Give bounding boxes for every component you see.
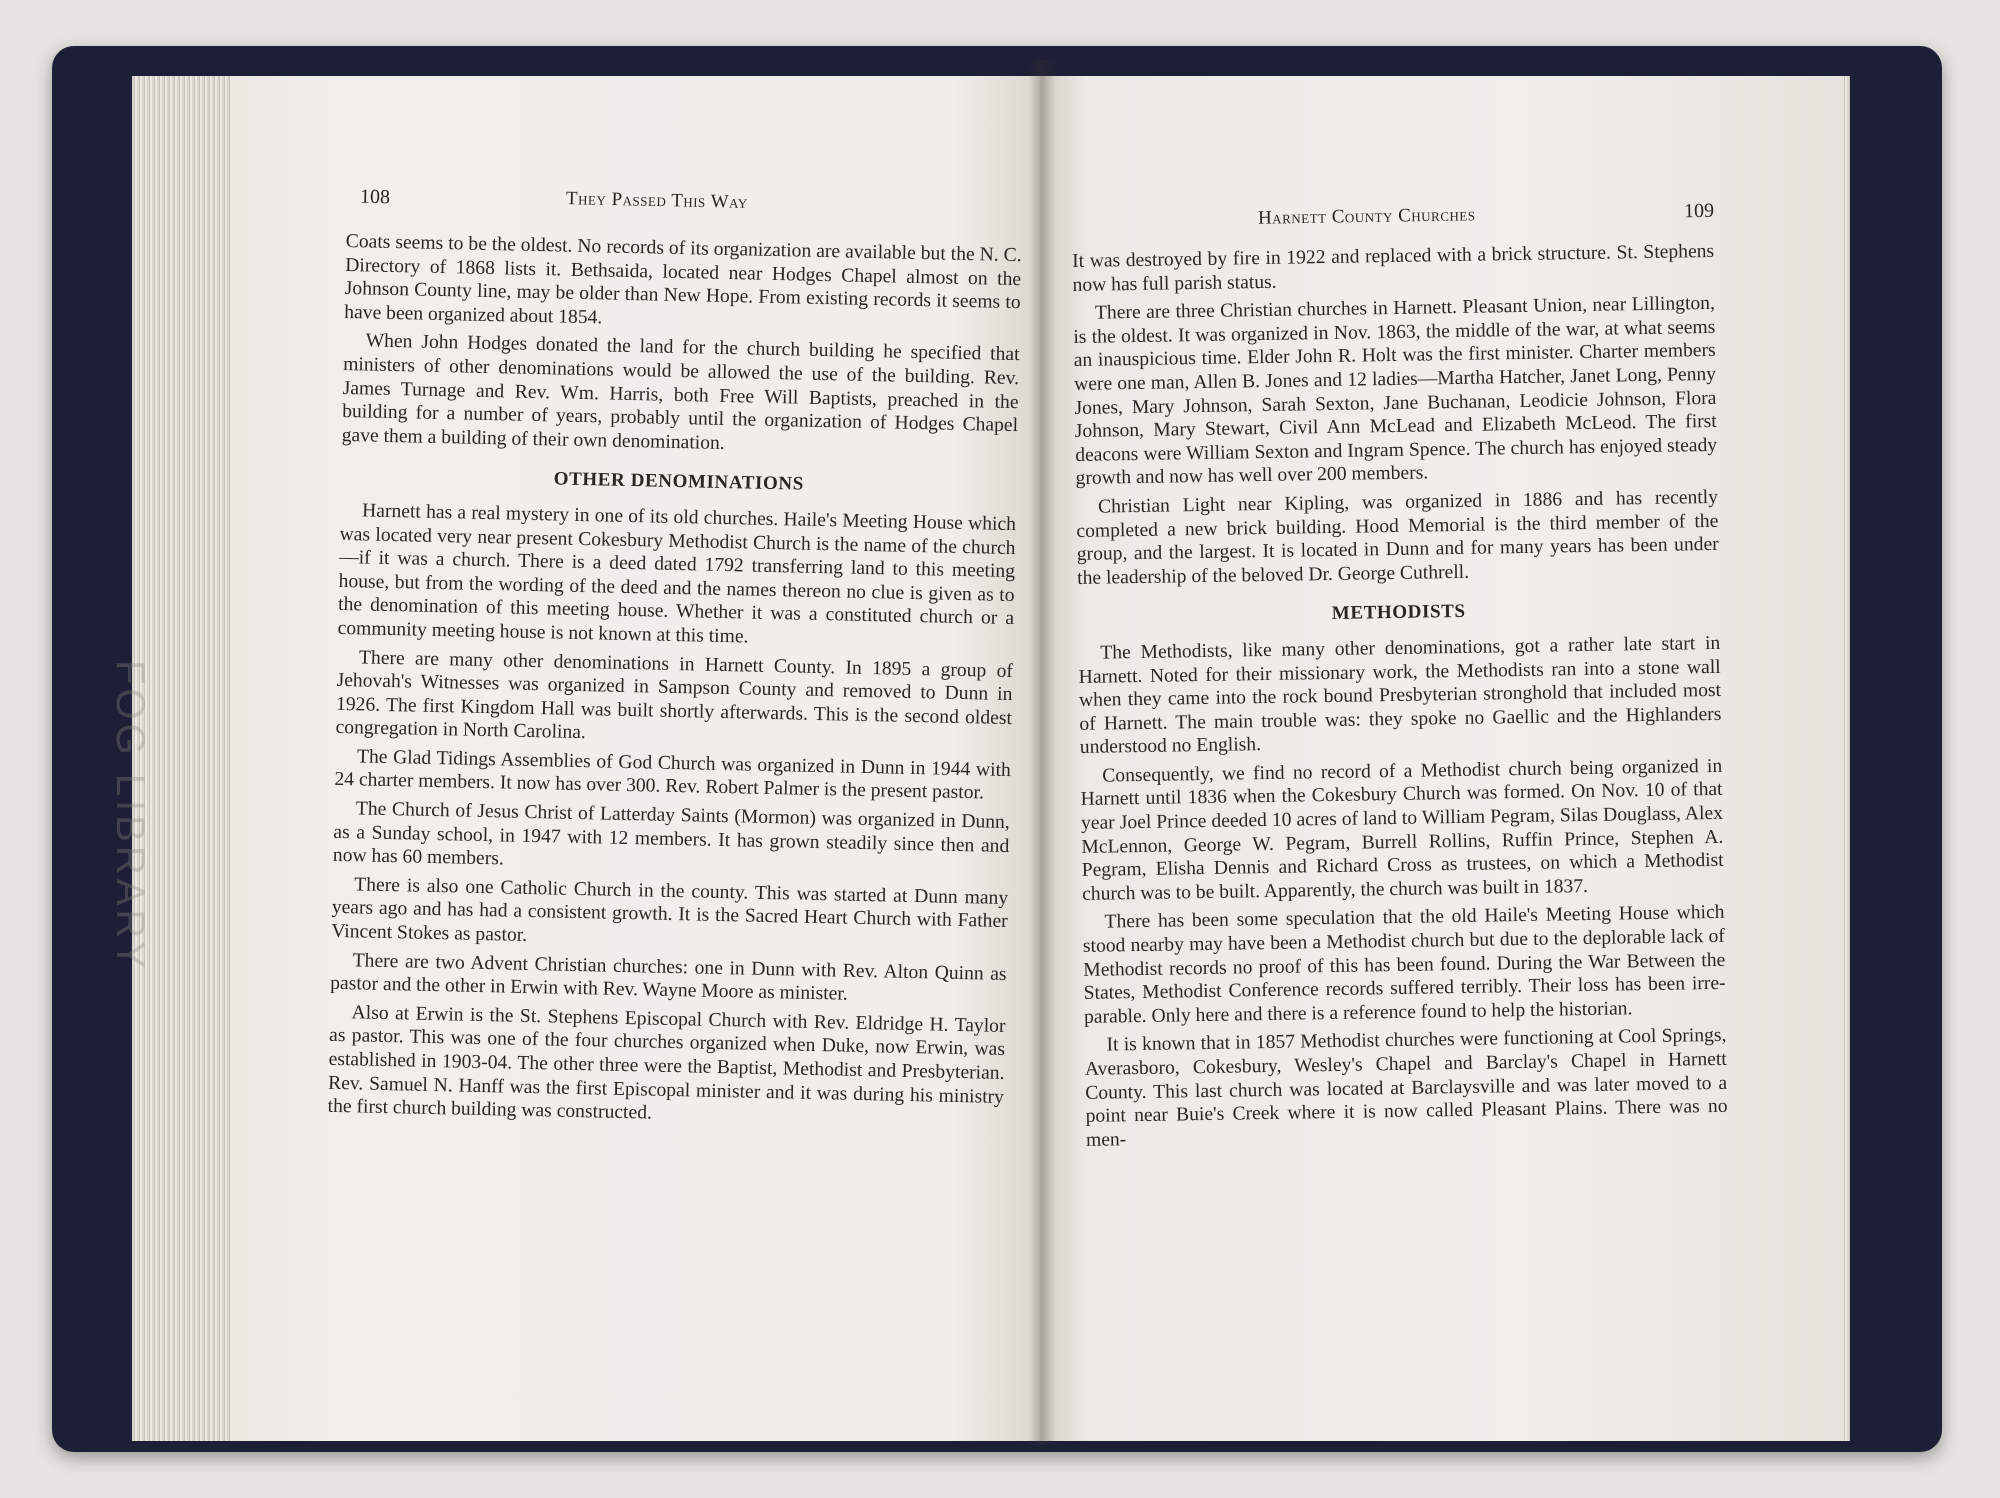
section-heading: METHODISTS xyxy=(1331,601,1466,625)
paragraph: The Methodists, like many other denominations, got a rather late start in Harnett. Noted for their missionary work, the Methodists ran into a stone wall when they came into the rock bound Presbyterian stronghold that included most of Harnett. The main trouble was: they spoke no Gaellic and the Highlanders understood no English. xyxy=(1078,632,1722,759)
paragraph: There is also one Catholic Church in the county. This was started at Dunn many years ago and has had a consistent growth. It is the Sacred Heart Church with Father Vincent Stokes as pastor. xyxy=(331,874,1009,946)
paragraph: Harnett has a real mystery in one of its old churches. Haile's Meeting House which was located very near present Cokesbury Methodist Church is the name of the church—if it was a church. There is a deed dated 1792 transferring land to this meeting house, but from the wording of the deed and the names thereon no clue is given as to the denomination of this meeting house. Whether it was a constituted church or a community meeting house is not known at this time. xyxy=(337,500,1017,648)
paragraph: It is known that in 1857 Methodist churches were functioning at Cool Springs, Averasboro, Cokesbury, Wesley's Chapel and Barclay's Chapel in Harnett County. This last church was located at Barclaysville and was later moved to a point near Buie's Creek where it is now called Pleasant Plains. There was no men- xyxy=(1084,1025,1728,1151)
book-gutter xyxy=(1028,60,1056,1445)
right-running-head: Harnett County Churches xyxy=(1257,204,1476,229)
paragraph: When John Hodges donated the land for the church building he specified that ministers of other denominations would be allowed the use of the building. Rev. James Turnage and Rev. Wm. Harris, both Free Will Baptists, preached in the building for a number of years, probably until the organization of Hodges Chapel gave them a building of their own denomination. xyxy=(341,330,1020,454)
paragraph: Coats seems to be the oldest. No records of its organization are available but the N. C. Directory of 1868 lists it. Bethsaida, located near Hodges Chapel almost on the Johnson County line, may be older than New Hope. From existing records it seems to have been organized about 1854. xyxy=(344,230,1022,329)
left-page-text xyxy=(327,230,1022,1138)
paragraph: There are two Advent Christian churches: one in Dunn with Rev. Alton Quinn as pastor and the other in Erwin with Rev. Wayne Moore as minister. xyxy=(329,949,1007,1005)
paragraph: There are many other denominations in Harnett County. In 1895 a group of Jehovah's Witnesses was organized in Sampson County and removed to Dunn in 1926. The first Kingdom Hall was built shortly afterwards. This is the second oldest congregation in North Carolina. xyxy=(335,646,1014,744)
right-page-number: 109 xyxy=(1683,199,1715,223)
paragraph: Consequently, we find no record of a Methodist church being organized in Harnett until 1836 when the Cokesbury Church was formed. On Nov. 10 of that year Joel Prince deeded 10 acres of land to William Pegram, Silas Douglass, Alex McLennon, George W. Pegram, Burrell Rollins, Ruffin Prince, Stephen A. Pegram, Elisha Dennis and Richard Cross as trustees, on which a Methodist church was to be built. Apparently, the church was built in 1837. xyxy=(1080,755,1724,905)
paragraph: Christian Light near Kipling, was organized in 1886 and has recently completed a new brick building. Hood Memorial is the third member of the group, and the largest. It is located in Dunn and for many years has been under the leadership of the beloved Dr. George Cuthrell. xyxy=(1076,486,1719,589)
edge-stamp: FOG LIBRARY xyxy=(108,660,152,973)
left-running-head: They Passed This Way xyxy=(565,188,748,213)
paragraph: It was destroyed by fire in 1922 and replaced with a brick structure. St. Stephens now has full parish status. xyxy=(1072,240,1715,296)
right-page-text xyxy=(1072,240,1728,1157)
paragraph: There has been some speculation that the old Haile's Meeting House which stood nearby may have been a Methodist church but due to the deplorable lack of Methodist records no proof of this has been found. During the War Between the States, Methodist Conference records suffered terribly. Their loss has been irreparable. Only here and there is a reference found to help the historian. xyxy=(1082,902,1726,1028)
section-heading: OTHER DENOMINATIONS xyxy=(553,468,805,495)
paragraph: The Church of Jesus Christ of Latterday Saints (Mormon) was organized in Dunn, as a Sunday school, in 1947 with 12 members. It has grown steadily since then and now has 60 members. xyxy=(332,798,1010,870)
paragraph: Also at Erwin is the St. Stephens Episcopal Church with Rev. Eldridge H. Taylor as pastor. This was one of the four churches organized when Duke, now Erwin, was established in 1903-04. The other three were the Baptist, Methodist and Presbyterian. Rev. Samuel N. Hanff was the first Episcopal minister and it was during his ministry the first church building was constructed. xyxy=(327,1002,1006,1124)
paragraph: The Glad Tidings Assemblies of God Church was organized in Dunn in 1944 with 24 charter members. It now has over 300. Rev. Robert Palmer is the present pastor. xyxy=(334,746,1012,804)
paragraph: There are three Christian churches in Harnett. Pleasant Union, near Lillington, is the oldest. It was organized in Nov. 1863, the middle of the war, at what seems an inauspicious time. Elder John R. Holt was the first minister. Charter members were one man, Allen B. Jones and 12 ladies—Martha Hatcher, Janet Long, Penny Jones, Mary Johnson, Sarah Sexton, Jane Buchanan, Leodicie Johnson, Flora Johnson, Mary Stewart, Civil Ann McLead and Elizabeth McLeod. The first deacons were William Sexton and Ingram Spence. The church has enjoyed steady growth and now has well over 200 members. xyxy=(1073,293,1718,490)
left-page-number: 108 xyxy=(359,185,391,209)
